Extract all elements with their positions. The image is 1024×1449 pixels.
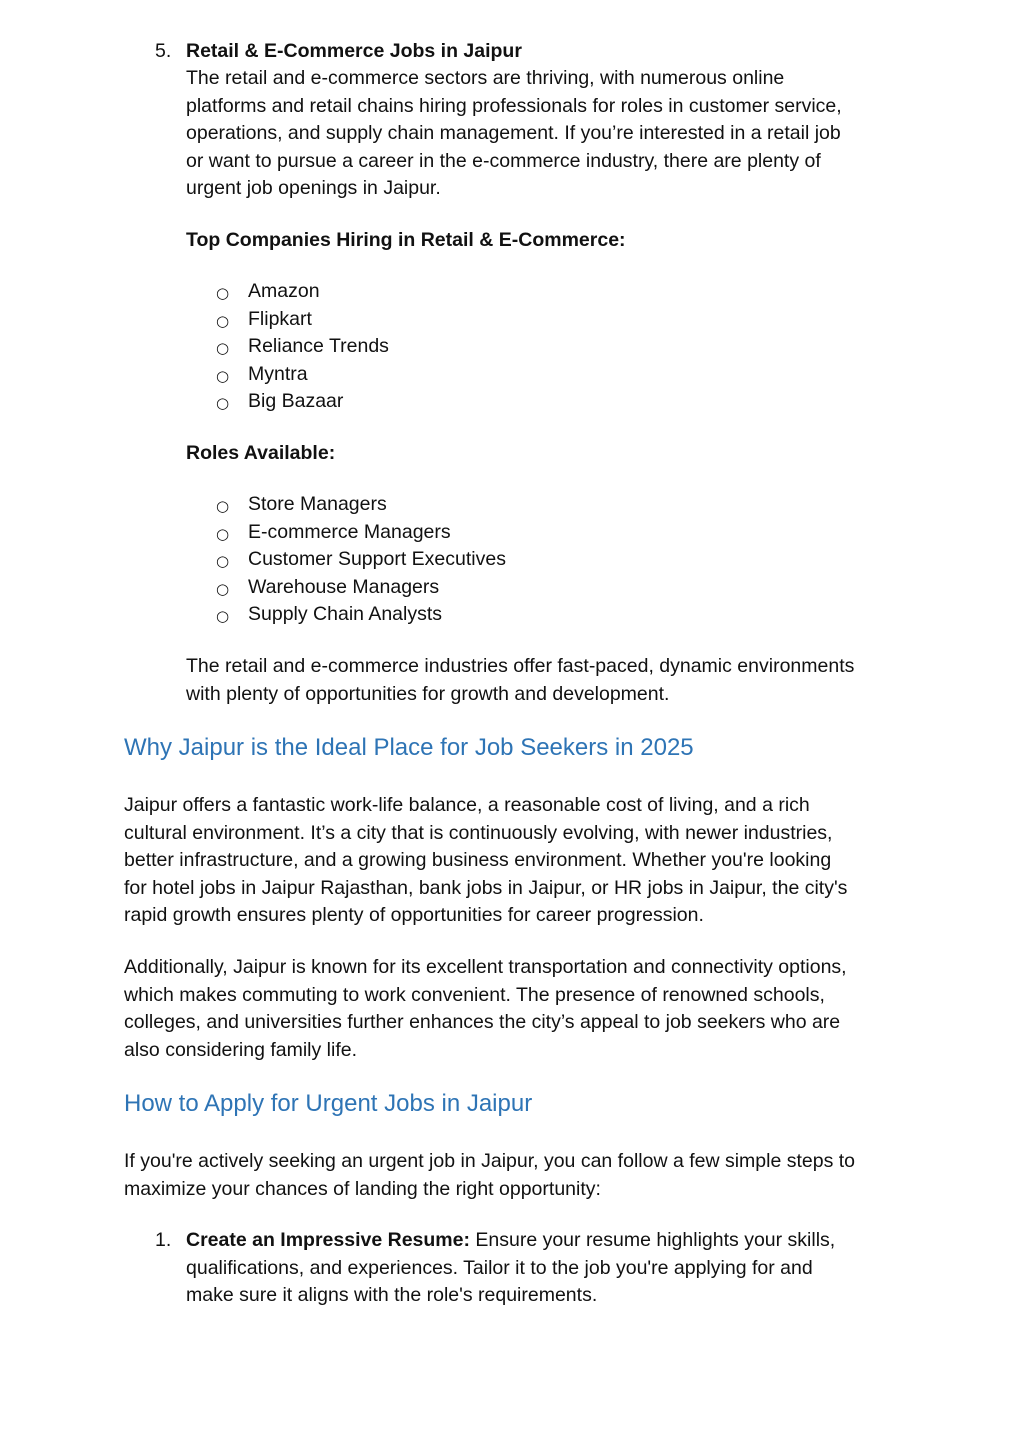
section-closing-paragraph bbox=[186, 653, 966, 708]
circle-bullet-icon: ○ bbox=[216, 366, 230, 385]
text-line: for hotel jobs in Jaipur Rajasthan, bank jobs in Jaipur, or HR jobs in Jaipur, the city's bbox=[124, 876, 848, 899]
circle-bullet-icon: ○ bbox=[216, 524, 230, 543]
list-item: ○ E-commerce Managers bbox=[186, 519, 506, 547]
text-line bbox=[186, 1227, 966, 1255]
list-number: 5. bbox=[155, 40, 172, 62]
list-item: ○ Myntra bbox=[186, 361, 389, 389]
circle-bullet-icon: ○ bbox=[216, 394, 230, 413]
text-line: colleges, and universities further enhances the city’s appeal to job seekers who are bbox=[124, 1011, 841, 1033]
text-line: make sure it aligns with the role's requirements. bbox=[186, 1284, 598, 1306]
why-jaipur-paragraph-2 bbox=[124, 954, 964, 1064]
text-line: or want to pursue a career in the e-commerce industry, there are plenty of bbox=[186, 149, 821, 172]
text-line: platforms and retail chains hiring professionals for roles in customer service, bbox=[186, 94, 842, 117]
why-jaipur-paragraph-1 bbox=[124, 792, 964, 930]
why-jaipur-heading: Why Jaipur is the Ideal Place for Job Seekers in 2025 bbox=[124, 734, 694, 761]
roles-list bbox=[186, 491, 506, 629]
section-intro-paragraph bbox=[186, 65, 946, 203]
roles-heading: Roles Available: bbox=[186, 442, 336, 464]
text-line: Additionally, Jaipur is known for its excellent transportation and connectivity options, bbox=[124, 956, 847, 978]
text-line: qualifications, and experiences. Tailor it to the job you're applying for and bbox=[186, 1256, 813, 1279]
circle-bullet-icon: ○ bbox=[216, 607, 230, 626]
text-line: The retail and e-commerce sectors are thriving, with numerous online bbox=[186, 67, 785, 89]
text-line: better infrastructure, and a growing business environment. Whether you're looking bbox=[124, 849, 832, 871]
text-line: rapid growth ensures plenty of opportunities for career progression. bbox=[124, 904, 704, 926]
companies-list bbox=[186, 278, 389, 416]
step-title: Create an Impressive Resume: bbox=[186, 1229, 470, 1251]
text-line: operations, and supply chain management. If you’re interested in a retail job bbox=[186, 122, 841, 144]
list-item: ○ Supply Chain Analysts bbox=[186, 601, 506, 629]
circle-bullet-icon: ○ bbox=[216, 284, 230, 302]
step-1 bbox=[186, 1227, 966, 1310]
circle-bullet-icon: ○ bbox=[216, 579, 230, 598]
list-item: ○ Flipkart bbox=[186, 306, 389, 334]
list-item: ○ Big Bazaar bbox=[186, 388, 389, 416]
circle-bullet-icon: ○ bbox=[216, 311, 230, 330]
list-item: ○ Warehouse Managers bbox=[186, 574, 506, 602]
how-to-apply-heading: How to Apply for Urgent Jobs in Jaipur bbox=[124, 1090, 533, 1117]
text-line: The retail and e-commerce industries offer fast-paced, dynamic environments bbox=[186, 655, 855, 677]
companies-heading: Top Companies Hiring in Retail & E-Commerce: bbox=[186, 229, 626, 251]
list-item: ○ Store Managers bbox=[186, 491, 506, 519]
text-line: maximize your chances of landing the right opportunity: bbox=[124, 1177, 601, 1200]
list-item: ○ Reliance Trends bbox=[186, 333, 389, 361]
text-line: urgent job openings in Jaipur. bbox=[186, 177, 441, 199]
text-line: cultural environment. It’s a city that is continuously evolving, with newer industries, bbox=[124, 821, 833, 844]
circle-bullet-icon: ○ bbox=[216, 497, 230, 515]
text-line: also considering family life. bbox=[124, 1038, 358, 1061]
how-to-apply-intro bbox=[124, 1148, 964, 1203]
step-text: Ensure your resume highlights your skills, bbox=[469, 1229, 836, 1251]
circle-bullet-icon: ○ bbox=[216, 339, 230, 358]
list-number: 1. bbox=[155, 1229, 172, 1251]
list-item: ○ Amazon bbox=[186, 278, 389, 306]
text-line: which makes commuting to work convenient. The presence of renowned schools, bbox=[124, 983, 825, 1006]
list-item: ○ Customer Support Executives bbox=[186, 546, 506, 574]
text-line: Jaipur offers a fantastic work-life balance, a reasonable cost of living, and a rich bbox=[124, 794, 810, 816]
section-title: Retail & E-Commerce Jobs in Jaipur bbox=[186, 40, 522, 62]
text-line: If you're actively seeking an urgent job in Jaipur, you can follow a few simple steps to bbox=[124, 1150, 856, 1172]
circle-bullet-icon: ○ bbox=[216, 552, 230, 571]
text-line: with plenty of opportunities for growth and development. bbox=[186, 682, 670, 705]
